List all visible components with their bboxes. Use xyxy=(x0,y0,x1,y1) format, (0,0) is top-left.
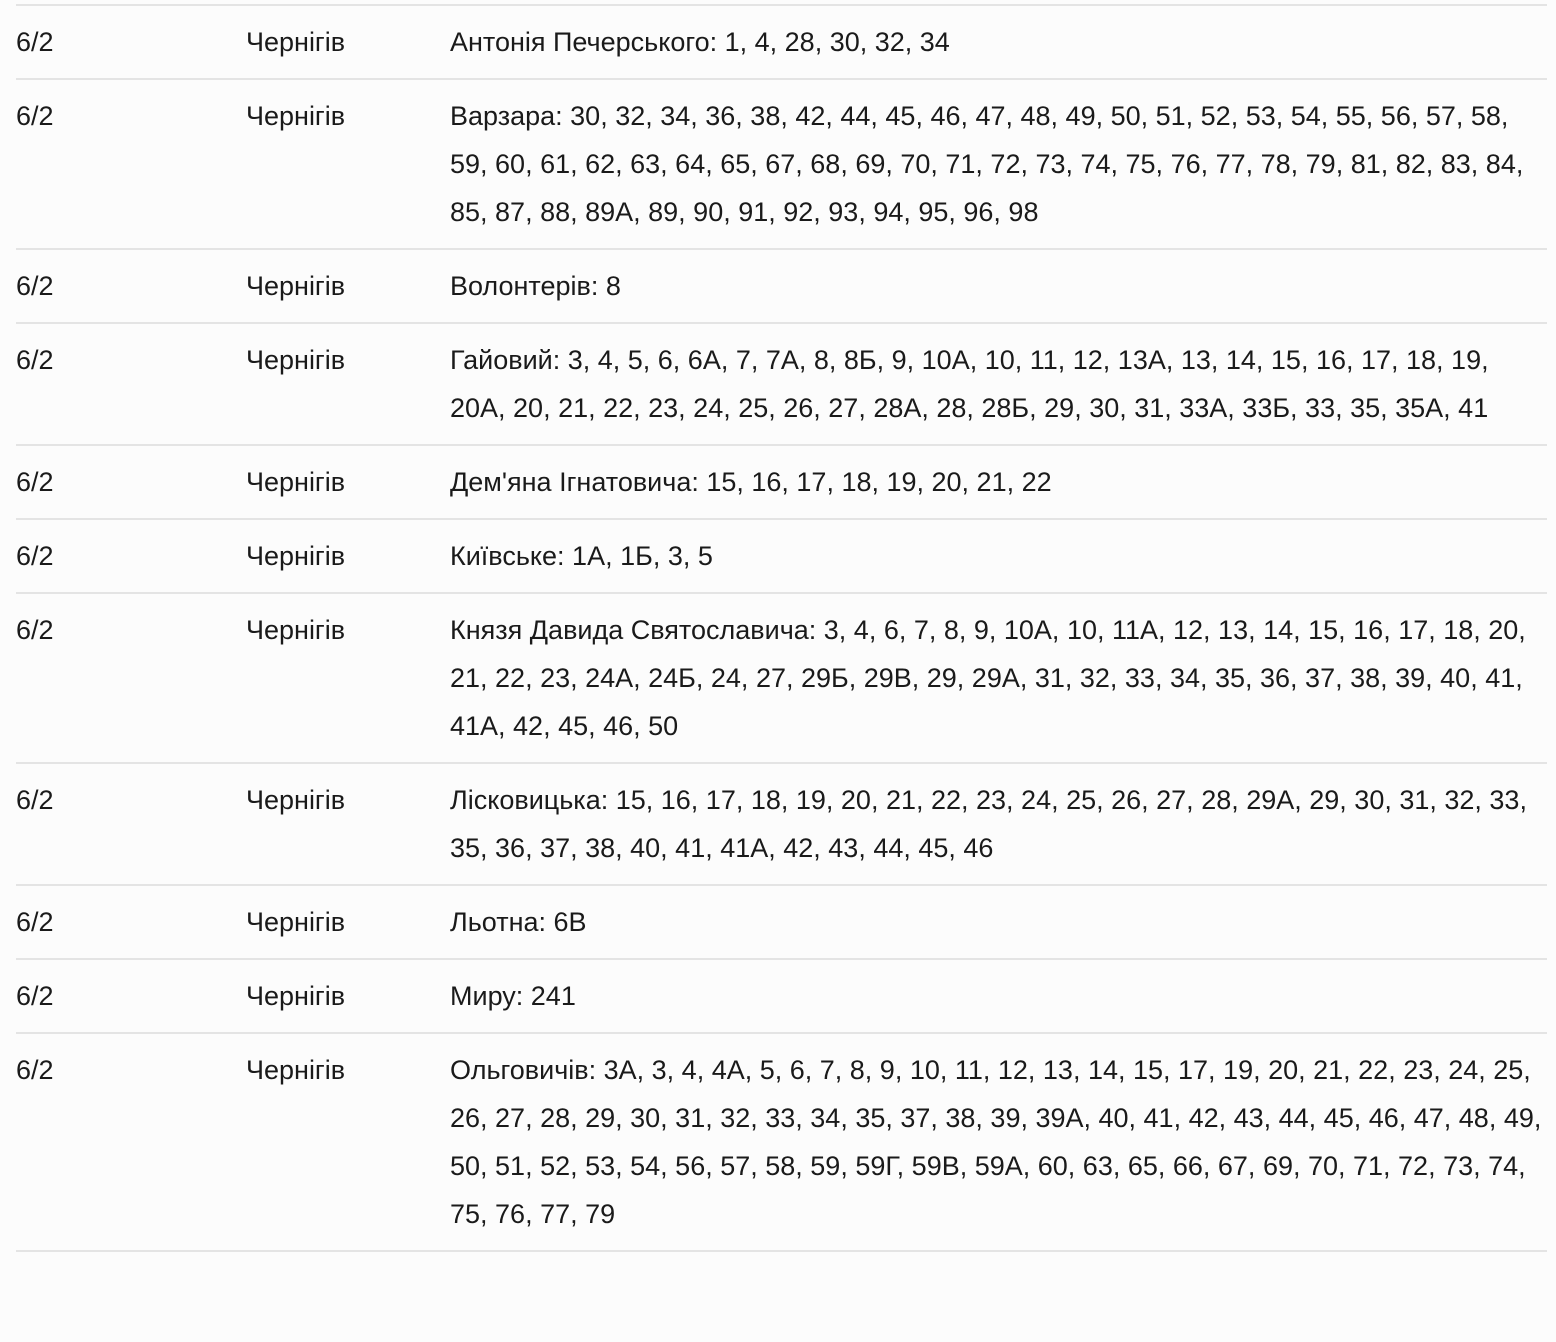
address-cell: Гайовий: 3, 4, 5, 6, 6А, 7, 7А, 8, 8Б, 9, 10А, 10, 11, 12, 13А, 13, 14, 15, 16, 17, 18, 19, 20А, 20, 21, 22, 23, 24, 25, 26, 27, 28А, 28, 28Б, 29, 30, 31, 33А, 33Б, 33, 35, 35А, 41 xyxy=(450,345,1489,423)
group-cell: 6/2 xyxy=(16,467,54,497)
address-cell: Антонія Печерського: 1, 4, 28, 30, 32, 34 xyxy=(450,27,950,57)
city-cell: Чернігів xyxy=(246,271,346,301)
city-cell: Чернігів xyxy=(246,101,346,131)
table-row xyxy=(16,886,1547,960)
address-cell: Льотна: 6В xyxy=(450,907,587,937)
group-cell: 6/2 xyxy=(16,541,54,571)
city-cell: Чернігів xyxy=(246,1055,346,1085)
address-cell: Волонтерів: 8 xyxy=(450,271,621,301)
group-cell: 6/2 xyxy=(16,615,54,645)
group-cell: 6/2 xyxy=(16,1055,54,1085)
table-row xyxy=(16,324,1547,446)
city-cell: Чернігів xyxy=(246,27,346,57)
address-cell: Варзара: 30, 32, 34, 36, 38, 42, 44, 45, 46, 47, 48, 49, 50, 51, 52, 53, 54, 55, 56, 57, 58, 59, 60, 61, 62, 63, 64, 65, 67, 68, 69, 70, 71, 72, 73, 74, 75, 76, 77, 78, 79, 81, 82, 83, 84, 85, 87, 88, 89А, 89, 90, 91, 92, 93, 94, 95, 96, 98 xyxy=(450,101,1524,227)
table-row xyxy=(16,594,1547,764)
table-row xyxy=(16,250,1547,324)
city-cell: Чернігів xyxy=(246,907,346,937)
city-cell: Чернігів xyxy=(246,541,346,571)
table-row xyxy=(16,1034,1547,1252)
city-cell: Чернігів xyxy=(246,467,346,497)
address-cell: Київське: 1А, 1Б, 3, 5 xyxy=(450,541,713,571)
table-row xyxy=(16,80,1547,250)
address-cell: Ольговичів: 3А, 3, 4, 4А, 5, 6, 7, 8, 9, 10, 11, 12, 13, 14, 15, 17, 19, 20, 21, 22, 23, 24, 25, 26, 27, 28, 29, 30, 31, 32, 33, 34, 35, 37, 38, 39, 39А, 40, 41, 42, 43, 44, 45, 46, 47, 48, 49, 50, 51, 52, 53, 54, 56, 57, 58, 59, 59Г, 59В, 59А, 60, 63, 65, 66, 67, 69, 70, 71, 72, 73, 74, 75, 76, 77, 79 xyxy=(450,1055,1542,1229)
group-cell: 6/2 xyxy=(16,345,54,375)
city-cell: Чернігів xyxy=(246,615,346,645)
address-cell: Миру: 241 xyxy=(450,981,576,1011)
table-row xyxy=(16,446,1547,520)
city-cell: Чернігів xyxy=(246,785,346,815)
city-cell: Чернігів xyxy=(246,345,346,375)
address-cell: Дем'яна Ігнатовича: 15, 16, 17, 18, 19, 20, 21, 22 xyxy=(450,467,1052,497)
group-cell: 6/2 xyxy=(16,907,54,937)
city-cell: Чернігів xyxy=(246,981,346,1011)
group-cell: 6/2 xyxy=(16,101,54,131)
group-cell: 6/2 xyxy=(16,981,54,1011)
table-row xyxy=(16,764,1547,886)
group-cell: 6/2 xyxy=(16,271,54,301)
address-cell: Лісковицька: 15, 16, 17, 18, 19, 20, 21, 22, 23, 24, 25, 26, 27, 28, 29А, 29, 30, 31, 32, 33, 35, 36, 37, 38, 40, 41, 41А, 42, 43, 44, 45, 46 xyxy=(450,785,1527,863)
table-row xyxy=(16,520,1547,594)
group-cell: 6/2 xyxy=(16,27,54,57)
outage-schedule-table xyxy=(16,4,1547,1252)
table-row xyxy=(16,6,1547,80)
address-cell: Князя Давида Святославича: 3, 4, 6, 7, 8, 9, 10А, 10, 11А, 12, 13, 14, 15, 16, 17, 18, 20, 21, 22, 23, 24А, 24Б, 24, 27, 29Б, 29В, 29, 29А, 31, 32, 33, 34, 35, 36, 37, 38, 39, 40, 41, 41А, 42, 45, 46, 50 xyxy=(450,615,1526,741)
group-cell: 6/2 xyxy=(16,785,54,815)
table-row xyxy=(16,960,1547,1034)
